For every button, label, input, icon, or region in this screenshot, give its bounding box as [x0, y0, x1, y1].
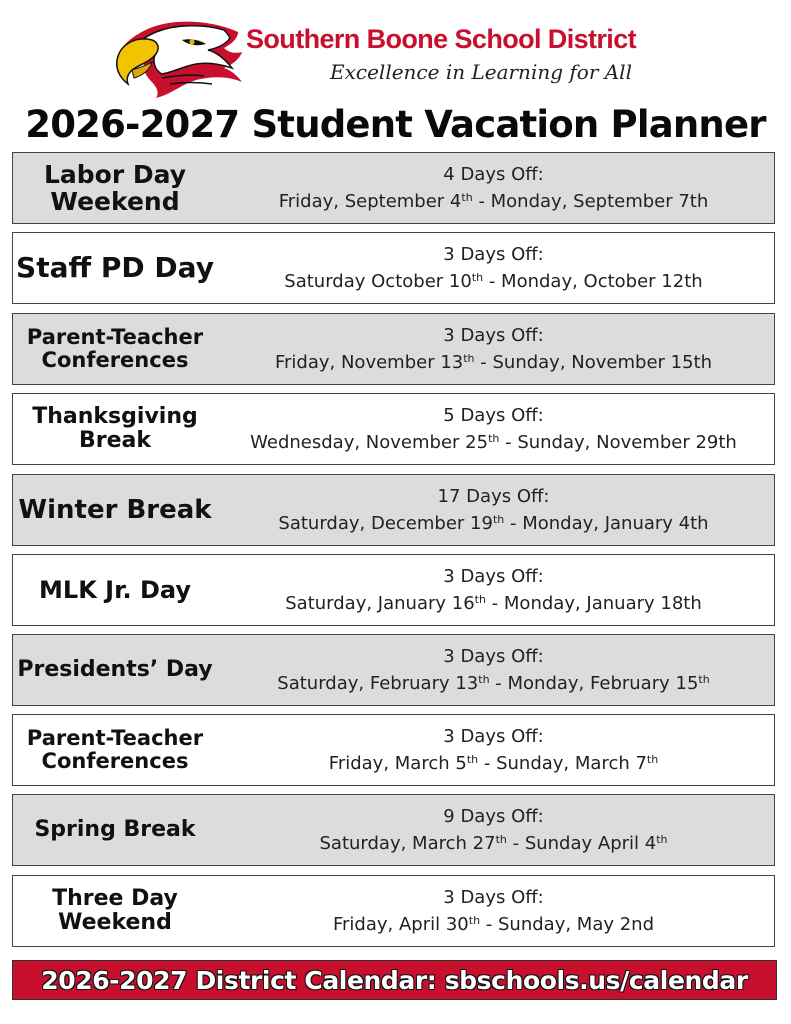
start-date: Saturday, December 19: [278, 513, 493, 534]
days-off: 3 Days Off:: [443, 244, 544, 265]
start-date: Friday, March 5: [328, 753, 467, 774]
date-separator: -: [504, 513, 523, 534]
date-range: [333, 911, 654, 938]
start-date-suffix: th: [478, 673, 490, 686]
date-range: [284, 268, 702, 295]
break-detail: [213, 715, 774, 785]
end-date-suffix: th: [656, 833, 668, 846]
break-detail: [213, 555, 774, 625]
days-off: 5 Days Off:: [443, 405, 544, 426]
start-date: Saturday, January 16: [285, 593, 475, 614]
end-date-suffix: th: [698, 673, 710, 686]
days-off: 17 Days Off:: [437, 486, 550, 507]
start-date-suffix: th: [466, 753, 479, 766]
vacation-row: [12, 634, 775, 706]
start-date-suffix: th: [492, 513, 505, 526]
break-detail: [213, 876, 774, 946]
end-date: Monday, October 12th: [501, 271, 703, 292]
calendar-link-text: 2026-2027 District Calendar: sbschools.us/calendar: [41, 965, 748, 995]
start-date: Friday, November 13: [274, 352, 464, 373]
date-range: [320, 830, 668, 857]
break-name: Three Day Weekend: [52, 885, 178, 935]
start-date: Friday, September 4: [278, 191, 462, 212]
break-detail: [213, 394, 774, 464]
start-date-suffix: th: [488, 432, 500, 445]
end-date: Monday, February 15: [507, 673, 699, 694]
date-separator: -: [483, 271, 502, 292]
date-separator: -: [506, 833, 525, 854]
start-date: Wednesday, November 25: [250, 432, 489, 453]
date-range: [250, 429, 737, 456]
vacation-row: [12, 313, 775, 385]
days-off: 3 Days Off:: [443, 325, 544, 346]
vacation-row: [12, 875, 775, 947]
start-date: Saturday, February 13: [277, 673, 479, 694]
break-detail: [213, 475, 774, 545]
days-off: 3 Days Off:: [443, 726, 544, 747]
vacation-row: [12, 393, 775, 465]
break-name: Parent-Teacher Conferences: [26, 725, 204, 773]
district-name: Southern Boone School District: [246, 24, 637, 54]
date-separator: -: [472, 191, 491, 212]
start-date-suffix: th: [495, 833, 507, 846]
break-detail: [213, 314, 774, 384]
break-name: Labor Day Weekend: [43, 159, 187, 216]
date-separator: -: [480, 914, 498, 935]
vacation-row: [12, 794, 775, 866]
break-detail: [213, 153, 774, 223]
end-date: Monday, January 18th: [503, 593, 702, 614]
break-name: Spring Break: [34, 816, 196, 842]
start-date: Saturday October 10: [284, 271, 472, 292]
end-date: Sunday, November 29th: [517, 432, 737, 453]
end-date: Monday, January 4th: [522, 513, 709, 534]
start-date: Saturday, March 27: [319, 833, 496, 854]
end-date: Sunday, May 2nd: [498, 914, 655, 935]
days-off: 9 Days Off:: [443, 806, 544, 827]
tagline: Excellence in Learning for All: [330, 60, 632, 84]
start-date-suffix: th: [463, 352, 475, 365]
break-name: Winter Break: [18, 494, 212, 525]
days-off: 4 Days Off:: [443, 164, 544, 185]
date-separator: -: [474, 352, 493, 373]
start-date-suffix: th: [474, 593, 486, 606]
vacation-row: [12, 554, 775, 626]
date-range: [275, 349, 712, 376]
page-title: 2026-2027 Student Vacation Planner: [25, 103, 766, 146]
start-date-suffix: th: [468, 914, 481, 927]
start-date-suffix: th: [461, 191, 473, 204]
end-date: Monday, September 7th: [490, 191, 709, 212]
header: [0, 0, 791, 146]
days-off: 3 Days Off:: [443, 646, 544, 667]
vacation-row: [12, 474, 775, 546]
date-separator: -: [478, 753, 497, 774]
break-name: Presidents’ Day: [17, 656, 213, 682]
break-name: MLK Jr. Day: [39, 575, 191, 604]
break-name: Staff PD Day: [16, 250, 214, 284]
end-date-suffix: th: [646, 753, 659, 766]
break-name: Parent-Teacher Conferences: [26, 324, 204, 372]
date-separator: -: [485, 593, 504, 614]
days-off: 3 Days Off:: [443, 887, 544, 908]
date-range: [329, 750, 658, 777]
date-separator: -: [489, 673, 508, 694]
date-range: [285, 590, 702, 617]
days-off: 3 Days Off:: [443, 566, 544, 587]
date-range: [278, 510, 708, 537]
break-detail: [213, 795, 774, 865]
end-date: Sunday April 4: [524, 833, 657, 854]
eagle-head-icon: [112, 18, 244, 98]
vacation-row: [12, 232, 775, 304]
calendar-banner: [12, 960, 777, 1000]
end-date: Sunday, March 7: [496, 753, 647, 774]
end-date: Sunday, November 15th: [492, 352, 713, 373]
date-separator: -: [499, 432, 518, 453]
break-detail: [213, 635, 774, 705]
break-name: Thanksgiving Break: [32, 403, 198, 453]
date-range: [279, 188, 709, 215]
break-detail: [213, 233, 774, 303]
start-date: Friday, April 30: [332, 914, 469, 935]
vacation-row: [12, 714, 775, 786]
start-date-suffix: th: [471, 271, 484, 284]
date-range: [277, 670, 709, 697]
vacation-row: [12, 152, 775, 224]
